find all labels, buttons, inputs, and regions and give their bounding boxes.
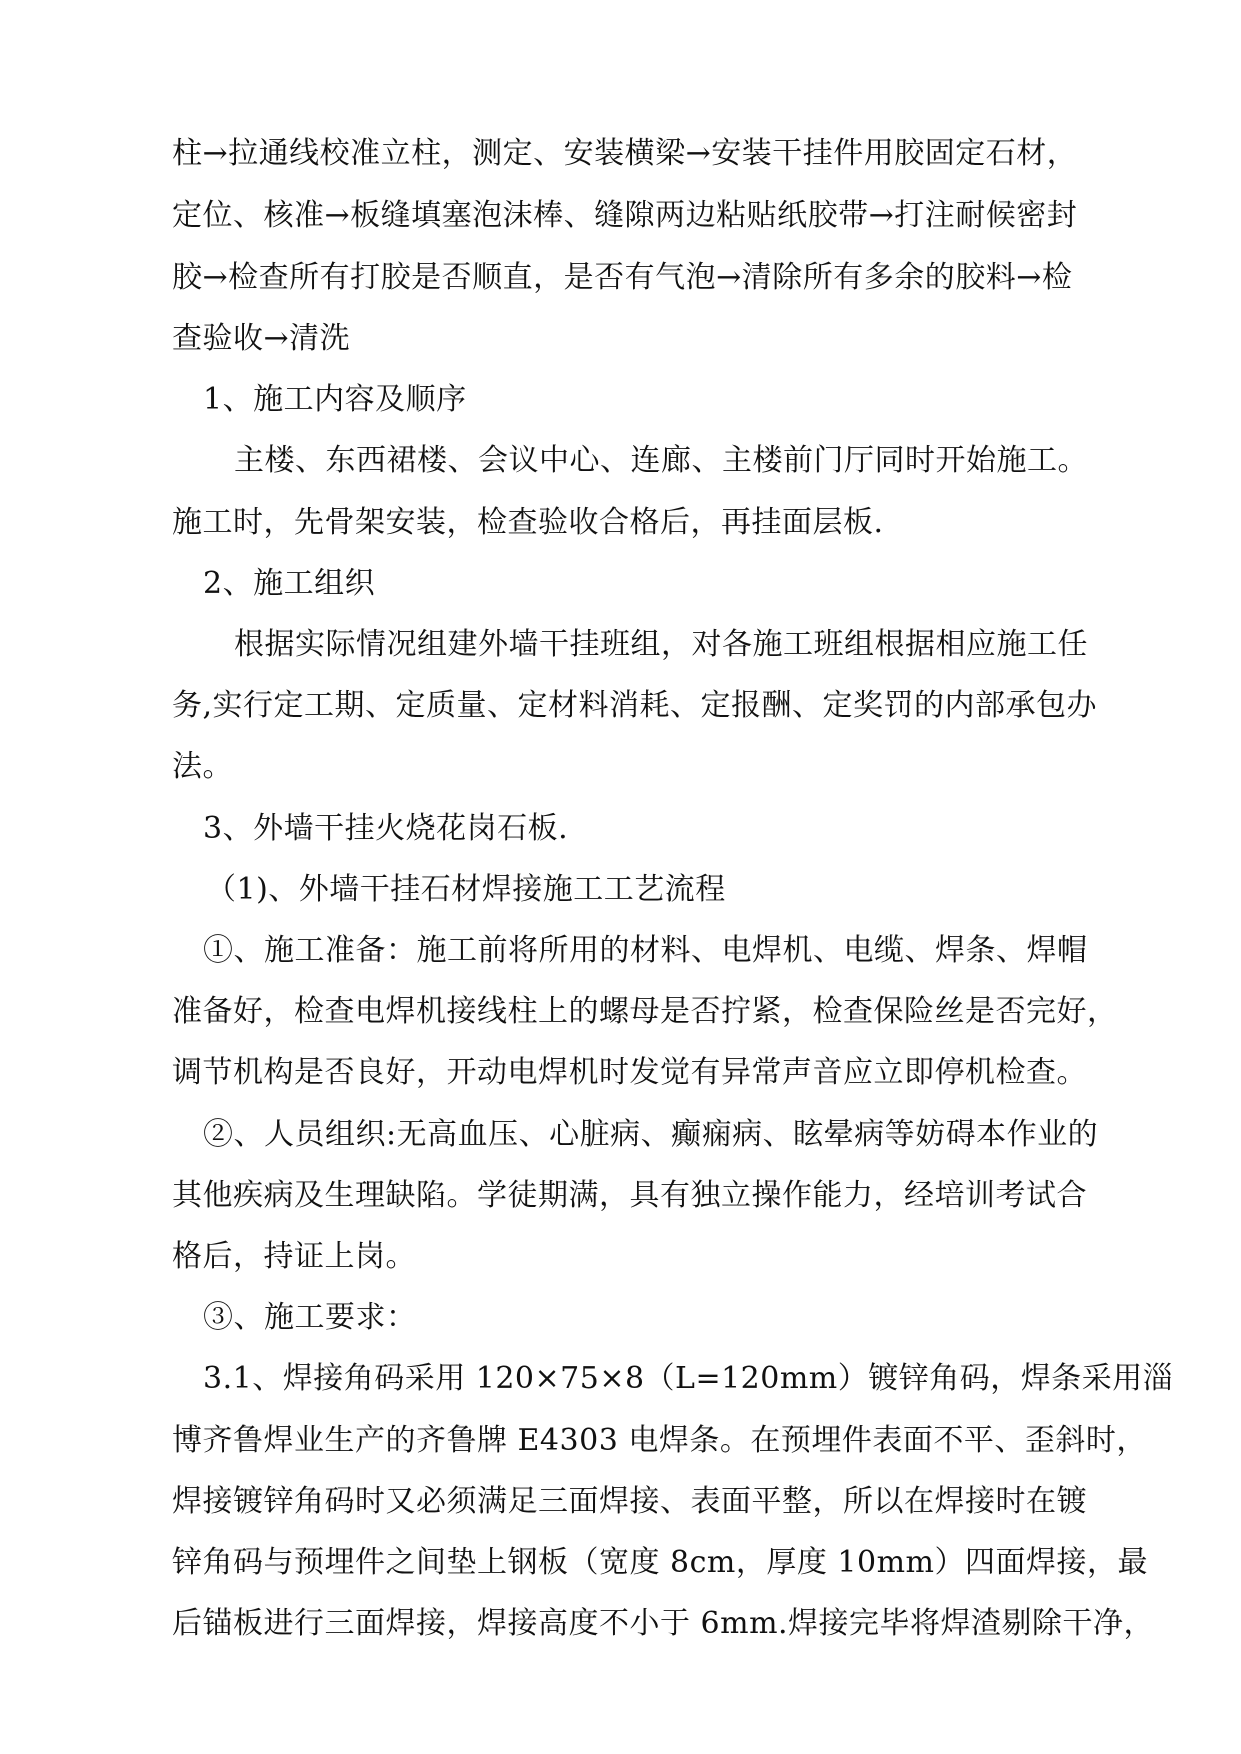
- paragraph-line: ①、施工准备：施工前将所用的材料、电焊机、电缆、焊条、焊帽: [203, 933, 1088, 968]
- paragraph-line: 法。: [172, 749, 233, 784]
- paragraph-line: 调节机构是否良好，开动电焊机时发觉有异常声音应立即停机检查。: [172, 1055, 1087, 1090]
- paragraph-line: 施工时，先骨架安装，检查验收合格后，再挂面层板.: [172, 505, 884, 540]
- paragraph-line: 胶→检查所有打胶是否顺直，是否有气泡→清除所有多余的胶料→检: [172, 260, 1073, 295]
- paragraph-line: 锌角码与预埋件之间垫上钢板（宽度 8cm，厚度 10mm）四面焊接，最: [172, 1545, 1148, 1580]
- paragraph-line: 定位、核准→板缝填塞泡沫棒、缝隙两边粘贴纸胶带→打注耐候密封: [172, 198, 1078, 233]
- section-heading: 3、外墙干挂火烧花岗石板.: [203, 811, 569, 846]
- paragraph-line: 查验收→清洗: [172, 321, 351, 356]
- paragraph-line: 主楼、东西裙楼、会议中心、连廊、主楼前门厅同时开始施工。: [234, 443, 1088, 478]
- paragraph-line: 准备好，检查电焊机接线柱上的螺母是否拧紧，检查保险丝是否完好，: [172, 994, 1118, 1029]
- paragraph-line: 博齐鲁焊业生产的齐鲁牌 E4303 电焊条。在预埋件表面不平、歪斜时，: [172, 1423, 1147, 1458]
- paragraph-line: ②、人员组织:无高血压、心脏病、癫痫病、眩晕病等妨碍本作业的: [203, 1117, 1099, 1152]
- list-item-heading: ③、施工要求：: [203, 1300, 417, 1335]
- paragraph-line: 后锚板进行三面焊接，焊接高度不小于 6mm.焊接完毕将焊渣剔除干净，: [172, 1606, 1155, 1641]
- paragraph-line: 3.1、焊接角码采用 120×75×8（L=120mm）镀锌角码，焊条采用淄: [203, 1361, 1174, 1396]
- paragraph-line: 根据实际情况组建外墙干挂班组，对各施工班组根据相应施工任: [234, 627, 1088, 662]
- subsection-heading: （1)、外墙干挂石材焊接施工工艺流程: [206, 872, 726, 907]
- section-heading: 1、施工内容及顺序: [203, 382, 467, 417]
- section-heading: 2、施工组织: [203, 566, 376, 601]
- paragraph-line: 其他疾病及生理缺陷。学徒期满，具有独立操作能力，经培训考试合: [172, 1178, 1087, 1213]
- paragraph-line: 务,实行定工期、定质量、定材料消耗、定报酬、定奖罚的内部承包办: [172, 688, 1098, 723]
- paragraph-line: 格后，持证上岗。: [172, 1239, 416, 1274]
- paragraph-line: 柱→拉通线校准立柱，测定、安装横梁→安装干挂件用胶固定石材，: [172, 136, 1078, 171]
- paragraph-line: 焊接镀锌角码时又必须满足三面焊接、表面平整，所以在焊接时在镀: [172, 1484, 1087, 1519]
